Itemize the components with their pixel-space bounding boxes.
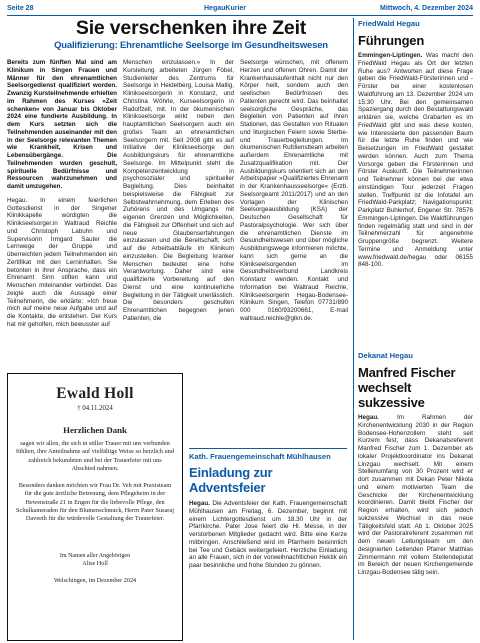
obituary-signer: Alise Holl (82, 559, 108, 567)
article-body-1: Hegau. In einem feierlichen Gottesdienst in der Singener Klinikkapelle würdigten die Klinikseelsorger.in Waltraud Reichle und Christoph Labuhn und Supervisorin Irmgard Sauter die Lernwege der Gruppe und überreichten jedem Teilnehmenden ein Zertifikat mit den Lerninhalten. Sie betonten in ihrer Ansprache, dass ein Ehrenamt Sinn stiften kann und Menschen miteinander verbindet. Das zeigte auch die Aussage einer Teilnehmerin, die erklärte: »Ich freue mich auf meine neue Aufgabe und auf die Kontakte, die entstehen. Der Kurs hat mir geholfen, mich bewusster auf (7, 196, 117, 328)
obituary-notice (7, 373, 183, 641)
dekanat-article (358, 351, 473, 643)
obituary-heading: Herzlichen Dank (63, 425, 127, 435)
section-divider (189, 448, 347, 449)
article-body-3: Seelsorge wünschen, mit offenem Herzen und offenen Ohren. Damit der Krankenhausaufenthalt nicht nur den Körper heilt, sondern auch den seelischen Bedürfnissen des Patienten gerecht wird. Das beinhaltet seelsorgliche Gespräche, das Begleiten von Patienten auf ihren Stationen, das Gestalten von Ritualen und liturgischen Feiern sowie Sterbe- und Trauerbegleitungen. Im ökumenischen Rufdienstteam arbeiten außerdem Ehrenamtliche mit Zusatzqualifikation mit. Der Ausbildungskurs orientiert sich an den Arbeitspapier »Qualifiziertes Ehrenamt in der Krankenhausseelsorge« (Erzb. Seelsorgeamt 2011/2017) und an den Vorlagen der Klinischen Seelsorgeausbildung (KSA) der Deutschen Gesellschaft für Pastoralpsychologie. Wer sich über die ehrenamtlichen Dienste im Gesundheitswesen und über mögliche Ausbildungswege informieren möchte, kann sich gerne an die Klinikseelsorgenden im Gesundheitsverbund Landkreis Konstanz wenden. Kontakt und Information bei Waltraud Reichle, Klinikseelsorgerin Hegau-Bodensee-Klinikum Singen, Telefon 07731/890 000 0160/93200661, E-mail waltraud.reichle@glkn.de. (240, 59, 348, 322)
article-intro: Bereits zum fünften Mal sind am Klinikum in Singen Frauen und Männer für den ehrenamtlichen Seelsorgedienst qualifiziert worden. Zwanzig Kursteilnehmende erhielten im Rahmen des Kurses »Zeit schenken« von Januar bis Oktober 2024 eine fundierte Ausbildung. In dem Kurs setzten sich die Teilnehmenden auseinander mit den in der Seelsorge relevanten Themen wie Krankheit, Krisen und Lebensübergänge. Die Teilnehmenden wurden geschult, spirituelle Bedürfnisse und Ressourcen wahrzunehmen und damit umzugehen. (7, 59, 117, 190)
obituary-death-date: † 04.11.2024 (77, 405, 113, 412)
column-divider (353, 18, 354, 640)
obituary-special-thanks: Besonders danken möchten wir Frau Dr. Veh mit Praxisteam für die gute ärztliche Betreuung, dem Pflegeheim in der Hewenstraße 21 in Engen für die liebevolle Pflege, den Schulkameraden für den Blumenschmuck, Herrn Pater Susaraj Daveeth für die würdevolle Gestaltung der Trauerfeier. (16, 482, 174, 523)
obituary-thanks-text: sagen wir allen, die sich in stiller Trauer mit uns verbunden fühlten, ihre Anteilnahme auf vielfältige Weise so herzlich und zahlreich bekundeten und bei der Trauerfeier mit uns Abschied nahmen. (16, 440, 174, 472)
article-column-3 (240, 59, 348, 371)
article-column-1 (7, 59, 117, 371)
fried-lead: Emmingen-Liptingen. (358, 52, 426, 59)
fried-title: Führungen (358, 33, 425, 48)
main-headline: Sie verschenken ihre Zeit (75, 17, 307, 39)
fried-body: Was macht den FriedWald Hegau als Ort der letzten Ruhe aus? Antworten auf diese Frage geben die FriedWald-Försterinnen und -Förster bei einer kostenlosen Waldführung am 13. Dezember 2024 um 15:30 Uhr. Bei den gemeinsamen Spaziergang durch den Bestattungswald erklären sie, welche Grabarten es im FriedWald gibt und was diese kosten, wie Interessierte den passenden Baum für die letzte Ruhe finden und wie Beisetzungen im FriedWald gestaltet werden können. Auch zum Thema Vorsorge geben die Försterinnen und Förster Auskunft. Die Teilnehmerinnen und Teilnehmer können bei der etwa einstündigen Tour jederzeit Fragen stellen. Treffpunkt ist die Infotafel am FriedWald-Parkplatz; Navigationspunkt: Parkplatz Buhlerhof, Engener Str. 78576 Emmingen-Liptingen. Die Waldführungen finden regelmäßig statt und sind in der Teilnehmerzahl für angenehme Gruppengröße begrenzt. Weitere Termine und Anmeldung unter www.friedwald.de/hegau oder 06155 848-100. (358, 52, 473, 269)
obituary-name: Ewald Holl (56, 385, 134, 402)
fried-body-wrap (358, 52, 473, 354)
kath-body: Die Adventsfeier der Kath. Frauengemeinschaft Mühlhausen am Freitag, 6. Dezember, beginnt mit einem Lichtergottesdienst um 18.30 Uhr in der Pfarrkirche. Pater Jose feiert die Hl. Messe, in der verstorbenen Mitglieder gedacht wird. Bitte eine Kerze mitbringen. Anschließend wird im Pfarrheim beisinnlich bei Tee und Gebäck weitergefeiert. Herzliche Einladung an alle Frauen, sich in der vorweihnachtlichen Hektik ein paar besinnliche und frohe Stunden zu gönnen. (189, 500, 347, 569)
dekanat-title: Manfred Fischer wechselt sukzessive (358, 365, 456, 410)
page-header (7, 4, 473, 16)
dekanat-body: Im Rahmen der Kirchenentwicklung 2030 in der Region Bodensee-Hohenzollern steht seit Kurzem fest, dass Dekanatsreferent Manfred Fischer zum 1. Dezember als lokaler Projektkoordinator ins Dekanat Linzgau wechselt. Mit einem Stellenumfang von 30 Prozent wird er dort zusammen mit Dekan Peter Nikola und einem motivierten Team die Geschicke der Kirchenentwicklung koordinieren. Damit bleibt Fischer der Region erhalten, wird sich jedoch sukzessive Wechsel in das neue Tätigkeitsfeld statt. Ab 1. Oktober 2025 wird der Pastoralreferent zusammen mit dem neuen Leitungsteam um den designierten Leitenden Pfarrer Matthias Zimmermann mit vollem Stellendeputat im Bereich der neuen Kirchengemeinde Linzgau-Bodensee tätig sein. (358, 414, 473, 576)
dekanat-lead: Hegau. (358, 414, 398, 421)
fried-tag: FriedWald Hegau (358, 19, 420, 28)
obituary-place-date: Welschingen, im Dezember 2024 (53, 576, 137, 584)
page-number: Seite 28 (7, 5, 34, 12)
fried-article (358, 19, 473, 354)
kath-title: Einladung zur Adventsfeier (189, 465, 273, 495)
issue-date: Mittwoch, 4. Dezember 2024 (380, 5, 473, 12)
kath-lead: Hegau. (189, 500, 213, 507)
kath-article (189, 452, 347, 643)
kath-body-wrap (189, 500, 347, 643)
dekanat-tag: Dekanat Hegau (358, 351, 413, 360)
article-body-2: Menschen einzulassen.« In der Kursleitung arbeiteten Jürgen Föbel, Studienleiter des Zentrums für Seelsorge in Heidelberg, Louisa Mallig, Klinikseelsorgerin in Konstanz, und Christina Wöhrle, Kurseelsorgerin in Radolfzell, mit. In der ökumenischen Klinikseelsorge wirkt neben den hauptamtlichen Seelsorgern auch ein großes Team an ehrenamtlichen Seelsorgern mit. Seit 2008 gibt es auf Initiative der Klinikseelsorge den Ausbildungskurs für ehrenamtliche Seelsorge. Im Mittelpunkt steht die Kompetenzentwicklung in psychosozialer und spiritueller Begleitung. Dies beinhaltet beispielsweise die Fähigkeit zur Selbstwahrnehmung, dem Erleben des Zuhörens und des Umgangs mit eigenen Grenzen und Möglichkeiten, die Fähigkeit zur Offenheit und sich auf neue Glaubenserfahrungen einzulassen und die Bereitschaft, sich auf die Arbeitsabläufe im Klinikum einzustellen. Die Begleitung kranker Menschen bedeutet eine hohe Verantwortung. Daher sind eine qualifizierte Vorbereitung auf den Dienst und eine kontinuierliche Begleitung in der Tätigkeit unerlässlich. Die besonders geschulten Ehrenamtlichen begegnen jenen Patienten, die (123, 59, 234, 322)
article-column-2 (123, 59, 234, 371)
main-subheadline: Qualifizierung: Ehrenamtliche Seelsorge im Gesundheitswesen (54, 40, 328, 51)
kath-tag: Kath. Frauengemeinschaft Mühlhausen (189, 452, 331, 461)
dekanat-body-wrap (358, 414, 473, 643)
obituary-signoff: Im Namen aller Angehörigen (59, 552, 131, 559)
paper-name: HegauKurier (204, 5, 247, 12)
